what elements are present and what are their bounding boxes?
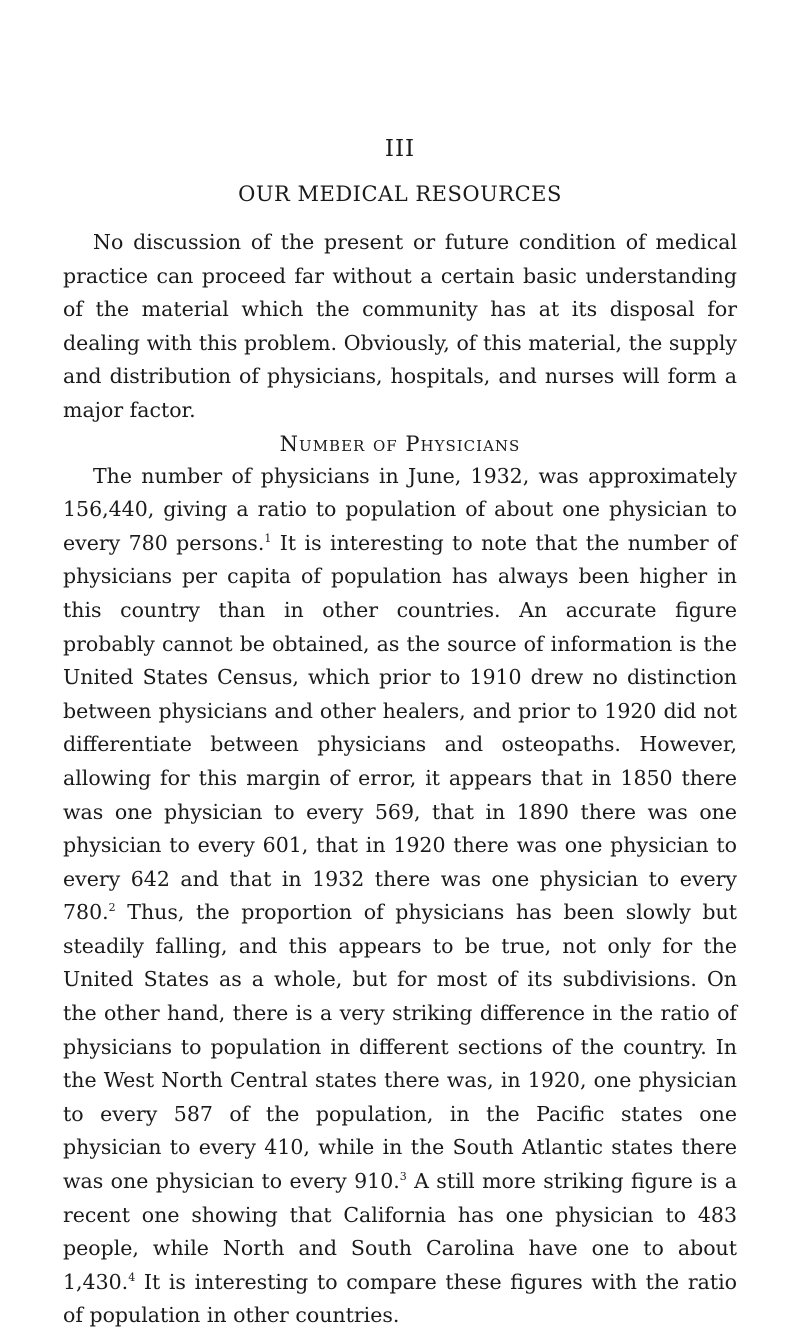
section-heading: Number of Physicians — [279, 431, 521, 456]
paragraph-text: A still more striking figure is a recent one showing that California has one physician to 483 people, while North and South Carolina have one to about 1,430. — [63, 1169, 737, 1294]
paragraph-text: Thus, the proportion of physicians has been slowly but steadily falling, and this appears to be true, not only for the United States as a whole, but for most of its subdivisions. On the other hand, there is a very striking difference in the ratio of physicians to population in different sections of the country. In the West North Central states there was, in 1920, one physician to every 587 of the population, in the Pacific states one physician to every 410, while in the South Atlantic states there was one physician to every 910. — [63, 900, 737, 1194]
chapter-title: OUR MEDICAL RESOURCES — [238, 182, 562, 206]
footnote-marker: 2 — [108, 901, 116, 915]
paragraph-text: It is interesting to note that the number of physicians per capita of population has always been higher in this country than in other countries. An accurate figure probably cannot be obtained, as the source of information is the United States Census, which prior to 1910 drew no distinction between physicians and other healers, and prior to 1920 did not differentiate between physicians and osteopaths. However, allowing for this margin of error, it appears that in 1850 there was one physician to every 569, that in 1890 there was one physician to every 601, that in 1920 there was one physician to every 642 and that in 1932 there was one physician to every 780. — [63, 530, 737, 925]
book-page — [63, 136, 737, 1333]
chapter-number: III — [384, 136, 416, 162]
paragraph-text: The number of physicians in June, 1932, was approximately 156,440, giving a ratio to population of about one physician to every 780 persons. — [63, 463, 737, 555]
paragraph-text: It is interesting to compare these figures with the ratio of population in other countries. — [63, 1269, 737, 1328]
intro-paragraph: No discussion of the present or future condition of medical practice can proceed far without a certain basic understanding of the material which the community has at its disposal for dealing with this problem. Obviously, of this material, the supply and distribution of physicians, hospitals, and nurses will form a major factor. — [63, 230, 737, 422]
section-paragraph — [63, 460, 737, 1333]
footnote-marker: 3 — [399, 1170, 407, 1184]
footnote-marker: 1 — [264, 531, 272, 545]
footnote-marker: 4 — [128, 1270, 136, 1284]
